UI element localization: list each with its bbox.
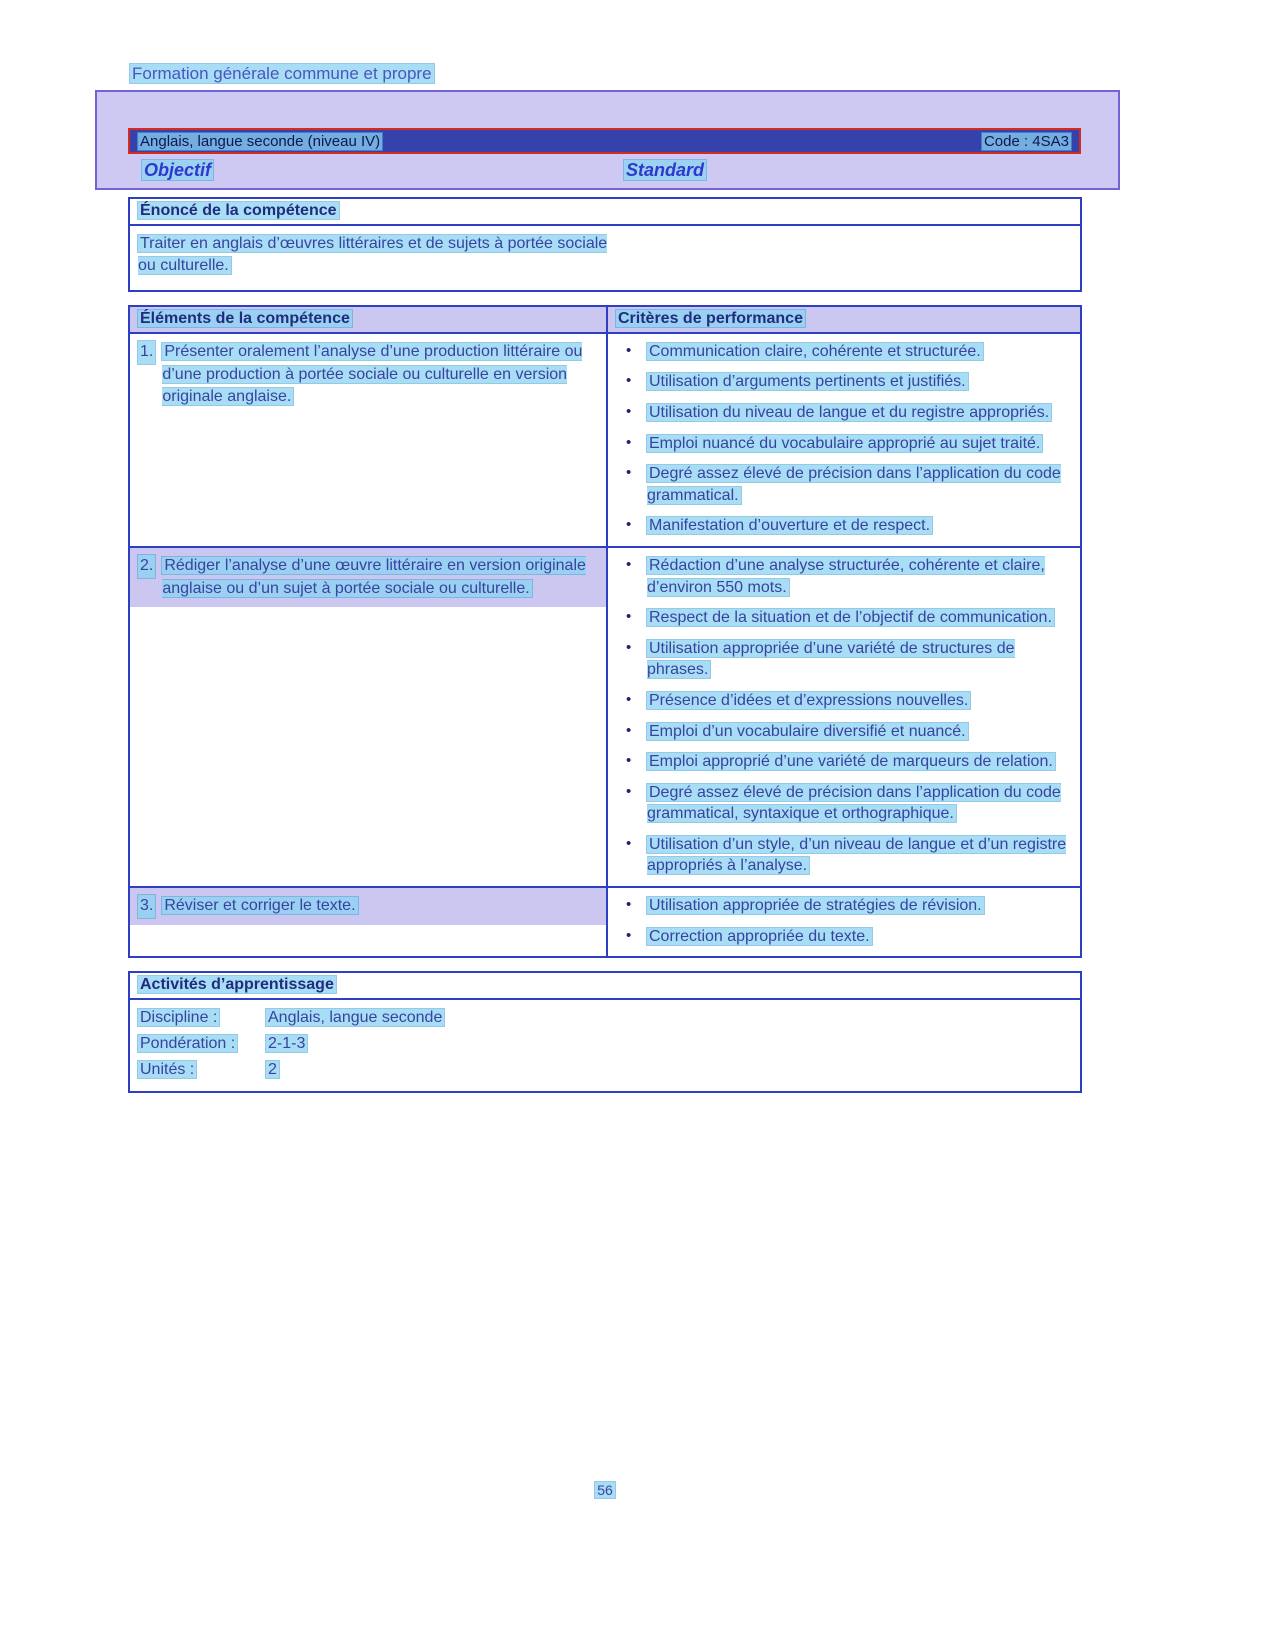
element-number: 2. <box>138 555 155 578</box>
critere-item <box>620 555 1074 598</box>
bullet-icon: • <box>626 464 632 482</box>
activite-label-wrap <box>138 1009 266 1027</box>
activite-value: 2 <box>268 1061 277 1079</box>
activite-row-discipline <box>138 1009 1072 1027</box>
critere-text: Communication claire, cohérente et structurée. <box>649 342 981 360</box>
critere-text: Degré assez élevé de précision dans l’application du code grammatical. <box>647 465 1061 504</box>
critere-text: Utilisation d’arguments pertinents et justifiés. <box>649 373 966 391</box>
activites-table-header <box>130 973 1080 1000</box>
activite-label-wrap <box>138 1035 266 1053</box>
critere-text: Correction appropriée du texte. <box>649 927 870 945</box>
bullet-icon: • <box>626 402 632 420</box>
critere-item <box>620 371 1074 393</box>
critere-item <box>620 926 1074 948</box>
element-text: Réviser et corriger le texte. <box>164 897 356 915</box>
element-text-block <box>162 895 598 918</box>
activite-label: Pondération : <box>140 1035 236 1053</box>
bullet-icon: • <box>626 638 632 656</box>
critere-item <box>620 834 1074 877</box>
activites-body <box>130 1000 1080 1091</box>
activite-label: Discipline : <box>140 1009 218 1027</box>
bullet-icon: • <box>626 372 632 390</box>
element-number: 3. <box>138 895 155 918</box>
critere-text: Utilisation appropriée d’une variété de structures de phrases. <box>647 639 1015 679</box>
element-item <box>130 548 606 607</box>
col-header-criteres <box>608 307 1080 332</box>
critere-item <box>620 515 1074 537</box>
element-text-block <box>162 555 598 600</box>
element-cell-1 <box>130 334 608 546</box>
objectif-heading <box>142 160 213 181</box>
criteres-cell-3 <box>608 888 1080 956</box>
course-banner <box>95 90 1120 190</box>
critere-item <box>620 751 1074 773</box>
criteres-cell-1 <box>608 334 1080 546</box>
critere-item <box>620 341 1074 363</box>
competences-table <box>128 305 1082 958</box>
critere-text: Présence d’idées et d’expressions nouvelles. <box>649 691 969 709</box>
critere-item <box>620 638 1074 681</box>
activites-table <box>128 971 1082 1093</box>
critere-item <box>620 782 1074 825</box>
critere-item <box>620 895 1074 917</box>
page-number <box>0 1482 1210 1498</box>
col-header-elements-text: Éléments de la compétence <box>140 309 350 327</box>
enonce-table <box>128 197 1082 292</box>
critere-item <box>620 690 1074 712</box>
enonce-text-block <box>138 233 610 278</box>
bullet-icon: • <box>626 752 632 770</box>
page-number-text: 56 <box>597 1482 613 1498</box>
bullet-icon: • <box>626 516 632 534</box>
element-cell-2 <box>130 548 608 886</box>
course-code: Code : 4SA3 <box>983 132 1069 150</box>
criteres-cell-2 <box>608 548 1080 886</box>
enonce-text: Traiter en anglais d’œuvres littéraires et de sujets à portée sociale ou culturelle. <box>138 235 608 275</box>
element-number: 1. <box>138 341 155 364</box>
element-text-block <box>162 341 598 409</box>
element-text: Présenter oralement l’analyse d’une production littéraire ou d’une production à portée sociale ou culturelle en version originale anglaise. <box>162 342 583 406</box>
bullet-icon: • <box>626 608 632 626</box>
critere-item <box>620 402 1074 424</box>
enonce-body <box>130 226 1080 290</box>
element-item <box>130 334 606 416</box>
critere-text: Utilisation appropriée de stratégies de révision. <box>649 897 982 915</box>
element-text: Rédiger l’analyse d’une œuvre littéraire en version originale anglaise ou d’un sujet à portée sociale ou culturelle. <box>162 556 586 597</box>
course-title: Anglais, langue seconde (niveau IV) <box>140 132 381 150</box>
critere-text: Emploi d’un vocabulaire diversifié et nuancé. <box>649 722 966 740</box>
objectif-heading-text: Objectif <box>144 160 212 180</box>
bullet-icon: • <box>626 926 632 944</box>
bullet-icon: • <box>626 690 632 708</box>
activites-title: Activités d’apprentissage <box>140 976 334 994</box>
critere-text: Rédaction d’une analyse structurée, cohérente et claire, d’environ 550 mots. <box>647 556 1045 596</box>
activite-label-wrap <box>138 1061 266 1079</box>
element-cell-3 <box>130 888 608 956</box>
bullet-icon: • <box>626 896 632 914</box>
critere-item <box>620 433 1074 455</box>
critere-text: Emploi approprié d’une variété de marqueurs de relation. <box>649 753 1053 771</box>
page-content <box>128 197 1082 1093</box>
col-header-criteres-text: Critères de performance <box>618 309 803 327</box>
activite-label: Unités : <box>140 1061 195 1079</box>
standard-heading <box>624 160 706 181</box>
document-section-header-text: Formation générale commune et propre <box>132 64 432 83</box>
competence-row-3 <box>130 886 1080 956</box>
critere-item <box>620 721 1074 743</box>
critere-item <box>620 463 1074 506</box>
enonce-table-header <box>130 199 1080 226</box>
critere-item <box>620 607 1074 629</box>
critere-text: Degré assez élevé de précision dans l’application du code grammatical, syntaxique et orthographique. <box>647 783 1061 823</box>
bullet-icon: • <box>626 834 632 852</box>
bullet-icon: • <box>626 555 632 573</box>
competence-row-1 <box>130 332 1080 546</box>
competences-header-row <box>130 307 1080 332</box>
col-header-elements <box>130 307 608 332</box>
critere-text: Utilisation du niveau de langue et du registre appropriés. <box>649 403 1050 421</box>
element-item <box>130 888 606 925</box>
activite-row-ponderation <box>138 1035 1072 1053</box>
activite-value: Anglais, langue seconde <box>268 1009 443 1027</box>
activite-row-unites <box>138 1061 1072 1079</box>
bullet-icon: • <box>626 782 632 800</box>
course-title-bar <box>128 128 1081 154</box>
critere-text: Utilisation d’un style, d’un niveau de langue et d’un registre appropriés à l’analyse. <box>647 835 1067 875</box>
activite-value: 2-1-3 <box>268 1035 306 1053</box>
enonce-title: Énoncé de la compétence <box>140 202 337 219</box>
bullet-icon: • <box>626 433 632 451</box>
bullet-icon: • <box>626 721 632 739</box>
objectif-standard-row <box>97 160 1118 186</box>
competence-row-2 <box>130 546 1080 886</box>
critere-text: Emploi nuancé du vocabulaire approprié au sujet traité. <box>649 434 1041 452</box>
critere-text: Respect de la situation et de l’objectif de communication. <box>649 609 1052 627</box>
critere-text: Manifestation d’ouverture et de respect. <box>649 517 931 535</box>
bullet-icon: • <box>626 341 632 359</box>
document-section-header <box>130 64 434 84</box>
standard-heading-text: Standard <box>626 160 705 180</box>
